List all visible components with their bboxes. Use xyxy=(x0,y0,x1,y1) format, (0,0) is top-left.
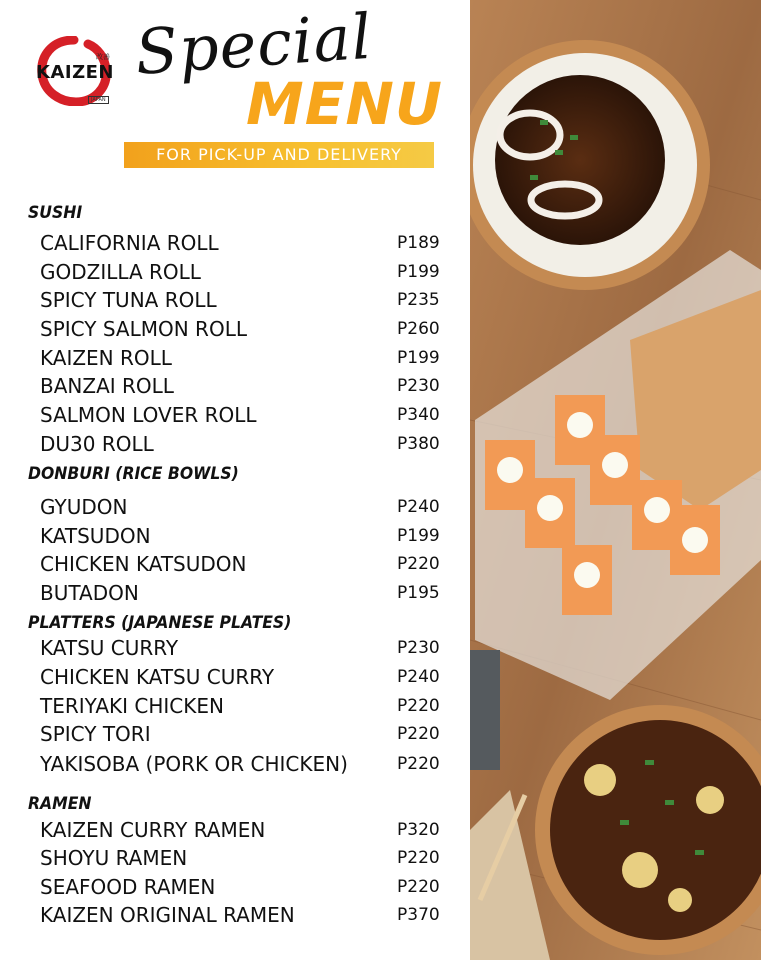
menu-item xyxy=(40,579,445,607)
kaizen-logo xyxy=(26,36,124,106)
title-menu: MENU xyxy=(246,70,443,138)
logo-subtext: JAPAN xyxy=(88,96,109,104)
menu-item xyxy=(40,844,445,872)
menu-item-price: P260 xyxy=(397,319,440,339)
menu-item xyxy=(40,750,445,778)
menu-item xyxy=(40,286,445,314)
menu-item-name: BUTADON xyxy=(40,581,139,605)
menu-item-name: CHICKEN KATSUDON xyxy=(40,552,247,576)
menu-item-price: P230 xyxy=(397,638,440,658)
menu-item-name: BANZAI ROLL xyxy=(40,374,174,398)
menu-item-name: CHICKEN KATSU CURRY xyxy=(40,665,275,689)
menu-item-price: P240 xyxy=(397,497,440,517)
menu-item-price: P199 xyxy=(397,348,440,368)
menu-item-name: SHOYU RAMEN xyxy=(40,846,188,870)
menu-item-name: GODZILLA ROLL xyxy=(40,260,201,284)
menu-item-name: KATSUDON xyxy=(40,524,151,548)
menu-item-price: P240 xyxy=(397,667,440,687)
menu-item-price: P340 xyxy=(397,405,440,425)
menu-item xyxy=(40,315,445,343)
menu-item xyxy=(40,720,445,748)
menu-item-name: TERIYAKI CHICKEN xyxy=(40,694,224,718)
menu-item-name: SALMON LOVER ROLL xyxy=(40,403,257,427)
menu-item-name: SEAFOOD RAMEN xyxy=(40,875,216,899)
menu-item-price: P220 xyxy=(397,696,440,716)
menu-item-price: P230 xyxy=(397,376,440,396)
menu-item-price: P220 xyxy=(397,554,440,574)
logo-wordmark: KAIZEN xyxy=(36,62,114,83)
food-photo xyxy=(470,0,761,960)
menu-item xyxy=(40,401,445,429)
menu-item-price: P199 xyxy=(397,526,440,546)
menu-item xyxy=(40,430,445,458)
menu-item-name: CALIFORNIA ROLL xyxy=(40,231,219,255)
menu-item-name: KATSU CURRY xyxy=(40,636,179,660)
menu-item xyxy=(40,229,445,257)
menu-item-name: DU30 ROLL xyxy=(40,432,154,456)
menu-item-price: P380 xyxy=(397,434,440,454)
menu-item xyxy=(40,344,445,372)
menu-item-price: P199 xyxy=(397,262,440,282)
menu-item-name: KAIZEN ROLL xyxy=(40,346,172,370)
teriyaki-bowl xyxy=(470,40,710,290)
menu-item-name: SPICY TUNA ROLL xyxy=(40,288,217,312)
menu-item-name: KAIZEN CURRY RAMEN xyxy=(40,818,266,842)
menu-item xyxy=(40,634,445,662)
menu-item xyxy=(40,816,445,844)
menu-item-price: P220 xyxy=(397,724,440,744)
menu-item-name: KAIZEN ORIGINAL RAMEN xyxy=(40,903,295,927)
food-photo-illustration xyxy=(470,0,761,960)
title-special-script: Special xyxy=(132,0,375,90)
menu-item-price: P220 xyxy=(397,877,440,897)
menu-item xyxy=(40,550,445,578)
section-title-ramen: RAMEN xyxy=(28,794,92,814)
menu-item-price: P235 xyxy=(397,290,440,310)
menu-item xyxy=(40,663,445,691)
menu-item xyxy=(40,692,445,720)
menu-item xyxy=(40,522,445,550)
section-title-sushi: SUSHI xyxy=(28,203,83,223)
menu-item xyxy=(40,901,445,929)
menu-item-name: GYUDON xyxy=(40,495,128,519)
menu-item xyxy=(40,873,445,901)
menu-item-name: YAKISOBA (PORK OR CHICKEN) xyxy=(40,752,348,776)
section-title-donburi: DONBURI (RICE BOWLS) xyxy=(28,464,239,484)
menu-item-price: P220 xyxy=(397,754,440,774)
logo-kanji: 改善 xyxy=(96,53,110,61)
menu-item-name: SPICY TORI xyxy=(40,722,151,746)
menu-item xyxy=(40,493,445,521)
menu-item-price: P220 xyxy=(397,848,440,868)
menu-item xyxy=(40,372,445,400)
section-title-platters: PLATTERS (JAPANESE PLATES) xyxy=(28,613,292,633)
menu-item-price: P320 xyxy=(397,820,440,840)
pickup-delivery-banner: FOR PICK-UP AND DELIVERY xyxy=(124,142,434,168)
menu-item-price: P195 xyxy=(397,583,440,603)
menu-item xyxy=(40,258,445,286)
menu-item-price: P370 xyxy=(397,905,440,925)
menu-item-price: P189 xyxy=(397,233,440,253)
menu-item-name: SPICY SALMON ROLL xyxy=(40,317,247,341)
